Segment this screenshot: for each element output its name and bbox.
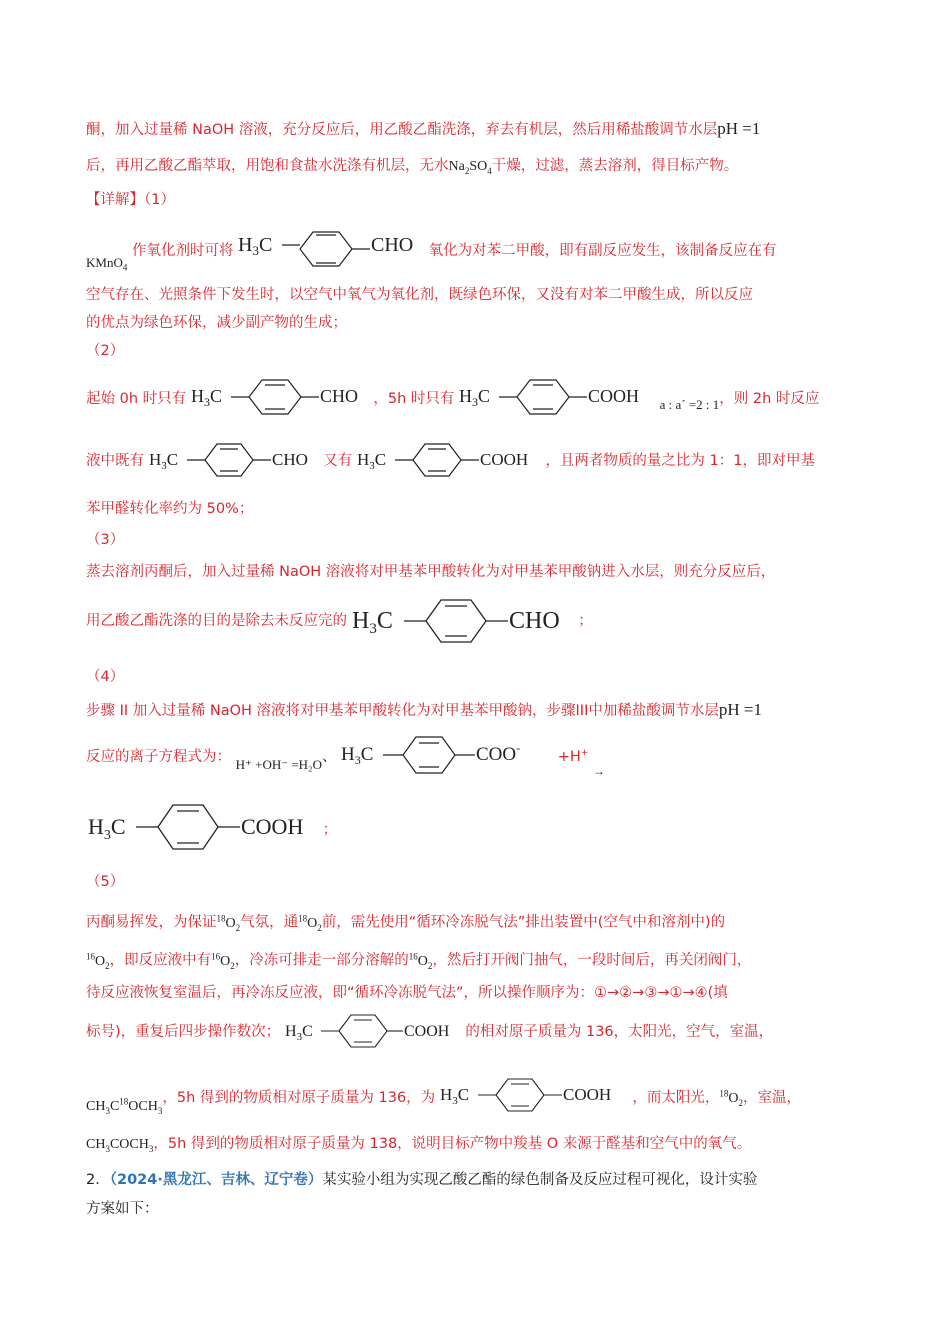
svg-text:H3C xyxy=(352,608,393,637)
sub: 2 xyxy=(317,922,322,933)
sub: 2 xyxy=(464,165,470,176)
c: C xyxy=(457,1085,469,1104)
text-seg: 步骤 II 加入过量稀 NaOH 溶液将对甲基苯甲酸转化为对甲基苯甲酸钠，步骤III中加稀盐酸调节水层 xyxy=(86,703,719,719)
text-line-19 xyxy=(86,908,725,937)
c: C xyxy=(478,386,491,406)
text-seg: ，5h 时只有 xyxy=(373,391,455,407)
text-seg: 氧化为对苯二甲酸，即有副反应发生，该制备反应在有 xyxy=(428,243,777,259)
o: O xyxy=(225,915,236,931)
sub: 3 xyxy=(105,1143,110,1154)
svg-text:H3C xyxy=(459,386,490,409)
p-toluic-acid-structure-5 xyxy=(440,1078,628,1118)
p-toluic-acid-structure-3 xyxy=(86,796,318,856)
text-seg: ，则 2h 时反应 xyxy=(719,391,820,407)
c: C xyxy=(259,234,273,256)
text-line-16 xyxy=(86,735,605,779)
cooh: COOH xyxy=(479,450,528,469)
o18-label xyxy=(719,1088,744,1108)
num: （3） xyxy=(86,532,125,548)
sub: 3 xyxy=(105,1105,110,1116)
sub: 2 xyxy=(235,922,241,933)
ion-equation-water: H⁺ +OH⁻ =H₂O xyxy=(235,757,322,772)
h: +H xyxy=(557,749,581,765)
ph-eq-1: pH =1 xyxy=(717,119,761,138)
sub: 3 xyxy=(472,395,478,409)
text-seg: 的优点为绿色环保，减少副产物的生成； xyxy=(86,315,347,331)
sub: 3 xyxy=(157,1105,163,1116)
sub: 2 xyxy=(427,960,433,971)
c: C xyxy=(374,450,386,469)
o16-label xyxy=(211,951,235,971)
text-seg: 作氧化剂时可将 xyxy=(131,243,234,259)
section-5-label xyxy=(86,872,124,892)
svg-text:H3C xyxy=(285,1023,313,1043)
p-toluate-anion-structure xyxy=(341,735,553,779)
h: H xyxy=(439,1085,453,1104)
question-number: 2． xyxy=(86,1172,110,1188)
c: C xyxy=(109,1099,120,1114)
o: O xyxy=(95,953,106,969)
sub: 2 xyxy=(230,960,235,971)
sub: 3 xyxy=(160,460,167,472)
text-line-6 xyxy=(86,313,347,333)
text-line-8 xyxy=(86,378,819,420)
text-line-1 xyxy=(86,119,760,140)
h: H xyxy=(341,744,355,765)
o: O xyxy=(307,915,318,931)
svg-text:H3C xyxy=(238,234,272,258)
enum-comma: 、 xyxy=(321,749,337,765)
h: H xyxy=(148,450,161,469)
c: C xyxy=(376,608,393,634)
h: H xyxy=(88,814,104,839)
text-seg: ，然后打开阀门抽气，一段时间后，再关闭阀门， xyxy=(432,952,752,969)
text-line-17 xyxy=(86,796,337,856)
num: （4） xyxy=(86,669,125,685)
svg-text:H3C xyxy=(440,1085,469,1107)
h: H xyxy=(284,1023,297,1040)
ph-eq-2: pH =1 xyxy=(718,700,762,719)
sub: 2 xyxy=(105,960,110,971)
p-toluic-acid-structure-1 xyxy=(459,378,655,420)
text-seg: 又有 xyxy=(323,453,353,469)
text-seg: ，冷冻可排走一部分溶解的 xyxy=(234,952,409,969)
c: C xyxy=(166,450,178,469)
h-plus xyxy=(558,749,589,765)
sub: 3 xyxy=(103,828,111,843)
text-seg: ，室温， xyxy=(743,1090,802,1106)
ch3coch3-formula xyxy=(86,1137,153,1152)
sub: 4 xyxy=(487,165,492,176)
sup: 16 xyxy=(408,951,418,961)
na2so4-formula xyxy=(449,159,492,174)
text-line-12 xyxy=(86,562,775,582)
detail-label: 【详解】（1） xyxy=(86,192,175,208)
o16-label xyxy=(86,951,110,971)
text-line-24 xyxy=(86,1134,751,1159)
text-line-22 xyxy=(86,1012,773,1052)
text-seg: ，5h 得到的物质相对原子质量为 136，为 xyxy=(162,1090,436,1106)
text-seg: ； xyxy=(322,822,338,838)
text-line-23 xyxy=(86,1078,801,1118)
ratio: a : a´ =2 : 1 xyxy=(659,397,720,412)
cooh: COOH xyxy=(588,386,640,406)
text-line-2 xyxy=(86,156,738,181)
text-seg: 酮，加入过量稀 NaOH 溶液，充分反应后，用乙酸乙酯洗涤，弃去有机层，然后用稀盐酸调节水层 xyxy=(86,122,718,138)
detail-heading xyxy=(86,190,175,210)
p-tolualdehyde-structure-1 xyxy=(238,229,424,273)
cooh: COOH xyxy=(241,814,304,839)
text-seg: 待反应液恢复室温后，再冷冻反应液，即“循环冷冻脱气法”，所以操作顺序为：①→②→③→①→④(填 xyxy=(86,985,728,1001)
cho: CHO xyxy=(319,386,358,406)
section-4-label xyxy=(86,667,124,687)
kmno: KMnO xyxy=(86,255,123,270)
num: （5） xyxy=(86,874,125,890)
text-seg: 液中既有 xyxy=(86,453,144,469)
text-seg: 反应的离子方程式为： xyxy=(86,749,231,765)
sub: 3 xyxy=(203,395,210,409)
svg-text:H3C xyxy=(88,814,126,843)
text-seg: 蒸去溶剂丙酮后，加入过量稀 NaOH 溶液将对甲基苯甲酸转化为对甲基苯甲酸钠进入水层，则充分反应后， xyxy=(86,564,776,580)
text-seg: ，即反应液中有 xyxy=(109,952,212,969)
svg-text:H3C xyxy=(357,450,386,472)
svg-text:H3C xyxy=(191,386,222,409)
svg-text:COO- xyxy=(476,741,520,765)
text-seg: 干燥，过滤，蒸去溶剂，得目标产物。 xyxy=(491,158,739,174)
text-seg: ； xyxy=(578,613,593,629)
sub: 2 xyxy=(738,1097,744,1108)
reaction-arrow: → xyxy=(592,764,605,778)
o18-label xyxy=(216,913,241,933)
o16-label xyxy=(408,951,433,971)
text-line-13 xyxy=(86,596,593,646)
sup: 16 xyxy=(86,951,95,961)
text-seg: 丙酮易挥发，为保证 xyxy=(86,914,217,931)
ch: CH xyxy=(86,1099,106,1114)
o: O xyxy=(220,953,231,969)
text-seg: 空气存在、光照条件下发生时，以空气中氧气为氧化剂，既绿色环保，又没有对苯二甲酸生成，所以反应 xyxy=(86,287,753,303)
sub: 3 xyxy=(369,460,375,472)
sub: 3 xyxy=(252,243,260,258)
c: C xyxy=(301,1023,313,1040)
sup: 18 xyxy=(216,913,226,923)
text-line-4 xyxy=(86,229,777,273)
cho: CHO xyxy=(508,608,560,634)
text-line-21 xyxy=(86,983,728,1003)
question-2-line-2 xyxy=(86,1199,159,1219)
text-seg: ，5h 得到的物质相对原子质量为 138，说明目标产物中羧基 O 来源于醛基和空气中的氧气。 xyxy=(153,1136,752,1152)
sub: 3 xyxy=(148,1143,154,1154)
p-tolualdehyde-structure-2 xyxy=(191,378,369,420)
o: O xyxy=(728,1091,739,1106)
o: O xyxy=(417,953,428,969)
sub: 3 xyxy=(452,1095,458,1107)
sub: 4 xyxy=(122,262,128,273)
cooh: COOH xyxy=(403,1023,450,1040)
cooh: COOH xyxy=(562,1085,611,1104)
num: （2） xyxy=(86,343,125,359)
question-source: （2024·黑龙江、吉林、辽宁卷） xyxy=(109,1172,323,1188)
section-3-label xyxy=(86,530,124,550)
ch: CH xyxy=(86,1137,106,1152)
ch3c18och3-formula xyxy=(86,1096,163,1116)
text-seg: 后，再用乙酸乙酯萃取，用饱和食盐水洗涤有机层，无水 xyxy=(86,158,449,174)
p-tolualdehyde-structure-3 xyxy=(149,441,319,481)
p-tolualdehyde-structure-4 xyxy=(352,596,574,646)
text-seg: 方案如下： xyxy=(86,1201,159,1217)
text-seg: 用乙酸乙酯洗涤的目的是除去未反应完的 xyxy=(86,613,347,629)
so: SO xyxy=(469,159,488,174)
h: H xyxy=(351,608,369,634)
cho: CHO xyxy=(271,450,308,469)
text-seg: 前，需先使用“循环冷冻脱气法”排出装置中(空气中和溶剂中)的 xyxy=(321,914,726,931)
c: C xyxy=(209,386,222,406)
o18-label xyxy=(298,913,322,933)
p-toluic-acid-structure-4 xyxy=(285,1012,461,1052)
och: OCH xyxy=(128,1099,158,1114)
c: C xyxy=(360,744,374,765)
coch: COCH xyxy=(109,1137,149,1152)
text-seg: ，而太阳光， xyxy=(632,1090,720,1106)
svg-text:H3C xyxy=(341,744,373,767)
text-line-10 xyxy=(86,499,253,519)
sup: 16 xyxy=(211,951,221,961)
h: H xyxy=(190,386,204,406)
p-toluic-acid-structure-2 xyxy=(357,441,541,481)
cho: CHO xyxy=(371,234,414,256)
na: Na xyxy=(448,159,465,174)
text-seg: 某实验小组为实现乙酸乙酯的绿色制备及反应过程可视化，设计实验 xyxy=(322,1172,758,1188)
c: C xyxy=(110,814,126,839)
sup: + xyxy=(580,748,589,759)
coo: COO xyxy=(476,744,517,765)
sup: 18 xyxy=(119,1096,129,1107)
h: H xyxy=(459,386,472,406)
text-line-15 xyxy=(86,700,762,721)
minus-sup: - xyxy=(516,741,521,755)
kmno4-formula xyxy=(86,255,128,273)
text-seg: 苯甲醛转化率约为 50%； xyxy=(86,501,254,517)
text-seg: 的相对原子质量为 136，太阳光，空气，室温， xyxy=(465,1024,774,1040)
sub: 3 xyxy=(296,1031,302,1043)
text-seg: ，且两者物质的量之比为 1：1，即对甲基 xyxy=(545,453,815,469)
text-line-20 xyxy=(86,946,751,975)
sup: 18 xyxy=(298,913,308,923)
section-2-label xyxy=(86,341,124,361)
text-line-5 xyxy=(86,285,753,305)
question-2-line-1 xyxy=(86,1170,757,1190)
sup: 18 xyxy=(719,1088,729,1099)
h: H xyxy=(238,234,253,256)
text-seg: 气氛，通 xyxy=(240,914,299,931)
sub: 3 xyxy=(354,753,361,767)
text-seg: 起始 0h 时只有 xyxy=(86,391,187,407)
h: H xyxy=(356,450,370,469)
svg-text:H3C xyxy=(149,450,178,472)
text-line-9 xyxy=(86,441,815,481)
sub: 3 xyxy=(368,621,377,637)
text-seg: 标号)，重复后四步操作数次； xyxy=(86,1024,281,1040)
